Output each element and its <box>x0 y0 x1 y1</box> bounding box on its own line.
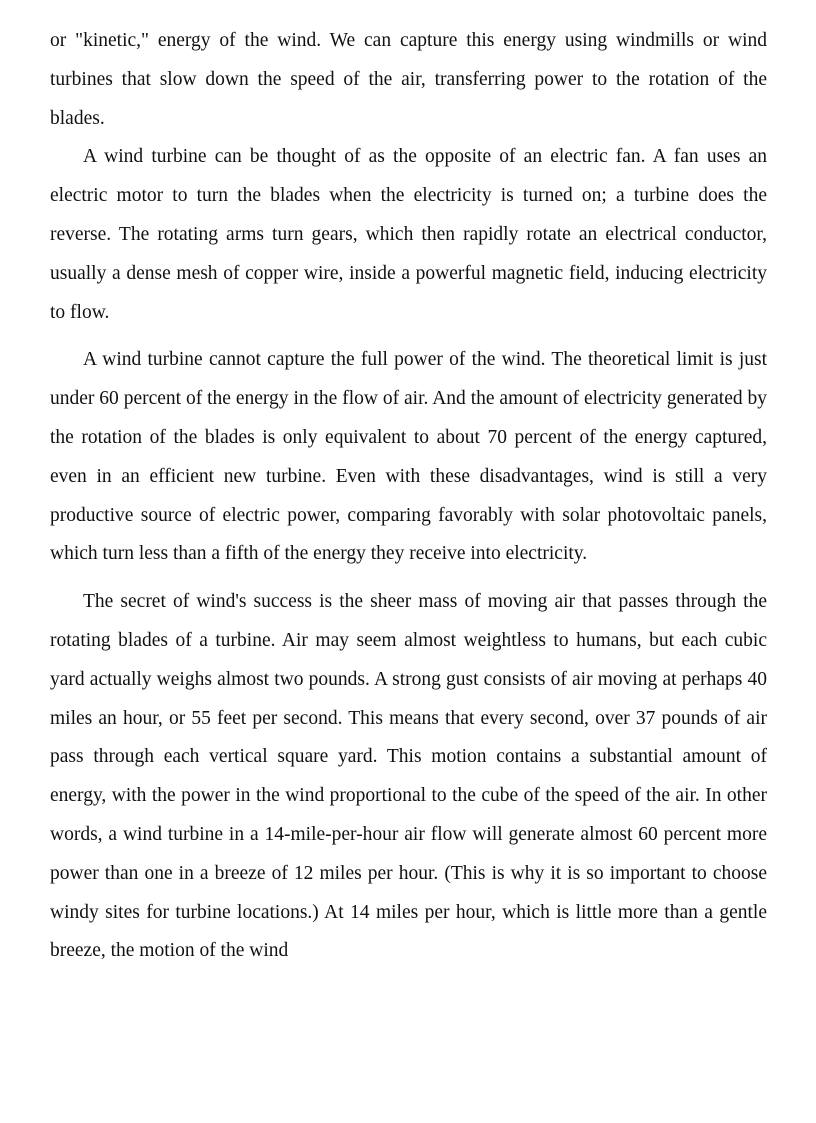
paragraph-mass-of-air: The secret of wind's success is the sheer mass of moving air that passes through the rotating blades of a turbine. Air may seem almost weightless to humans, but each cubic yard actually weighs almost two pounds. A strong gust consists of air moving at perhaps 40 miles an hour, or 55 feet per second. This means that every second, over 37 pounds of air pass through each vertical square yard. This motion contains a substantial amount of energy, with the power in the wind proportional to the cube of the speed of the air. In other words, a wind turbine in a 14-mile-per-hour air flow will generate almost 60 percent more power than one in a breeze of 12 miles per hour. (This is why it is so important to choose windy sites for turbine locations.) At 14 miles per hour, which is little more than a gentle breeze, the motion of the wind <box>50 591 767 962</box>
paragraph-efficiency-limit: A wind turbine cannot capture the full power of the wind. The theoretical limit is just under 60 percent of the energy in the flow of air. And the amount of electricity generated by the rotation of the blades is only equivalent to about 70 percent of the energy captured, even in an efficient new turbine. Even with these disadvantages, wind is still a very productive source of electric power, comparing favorably with solar photovoltaic panels, which turn less than a fifth of the energy they receive into electricity. <box>50 349 767 565</box>
paragraph-continuation: or "kinetic," energy of the wind. We can capture this energy using windmills or wind turbines that slow down the speed of the air, transferring power to the rotation of the blades. <box>50 30 767 129</box>
document-page <box>50 0 767 971</box>
paragraph-turbine-vs-fan: A wind turbine can be thought of as the opposite of an electric fan. A fan uses an electric motor to turn the blades when the electricity is turned on; a turbine does the reverse. The rotating arms turn gears, which then rapidly rotate an electrical conductor, usually a dense mesh of copper wire, inside a powerful magnetic field, inducing electricity to flow. <box>50 146 767 323</box>
